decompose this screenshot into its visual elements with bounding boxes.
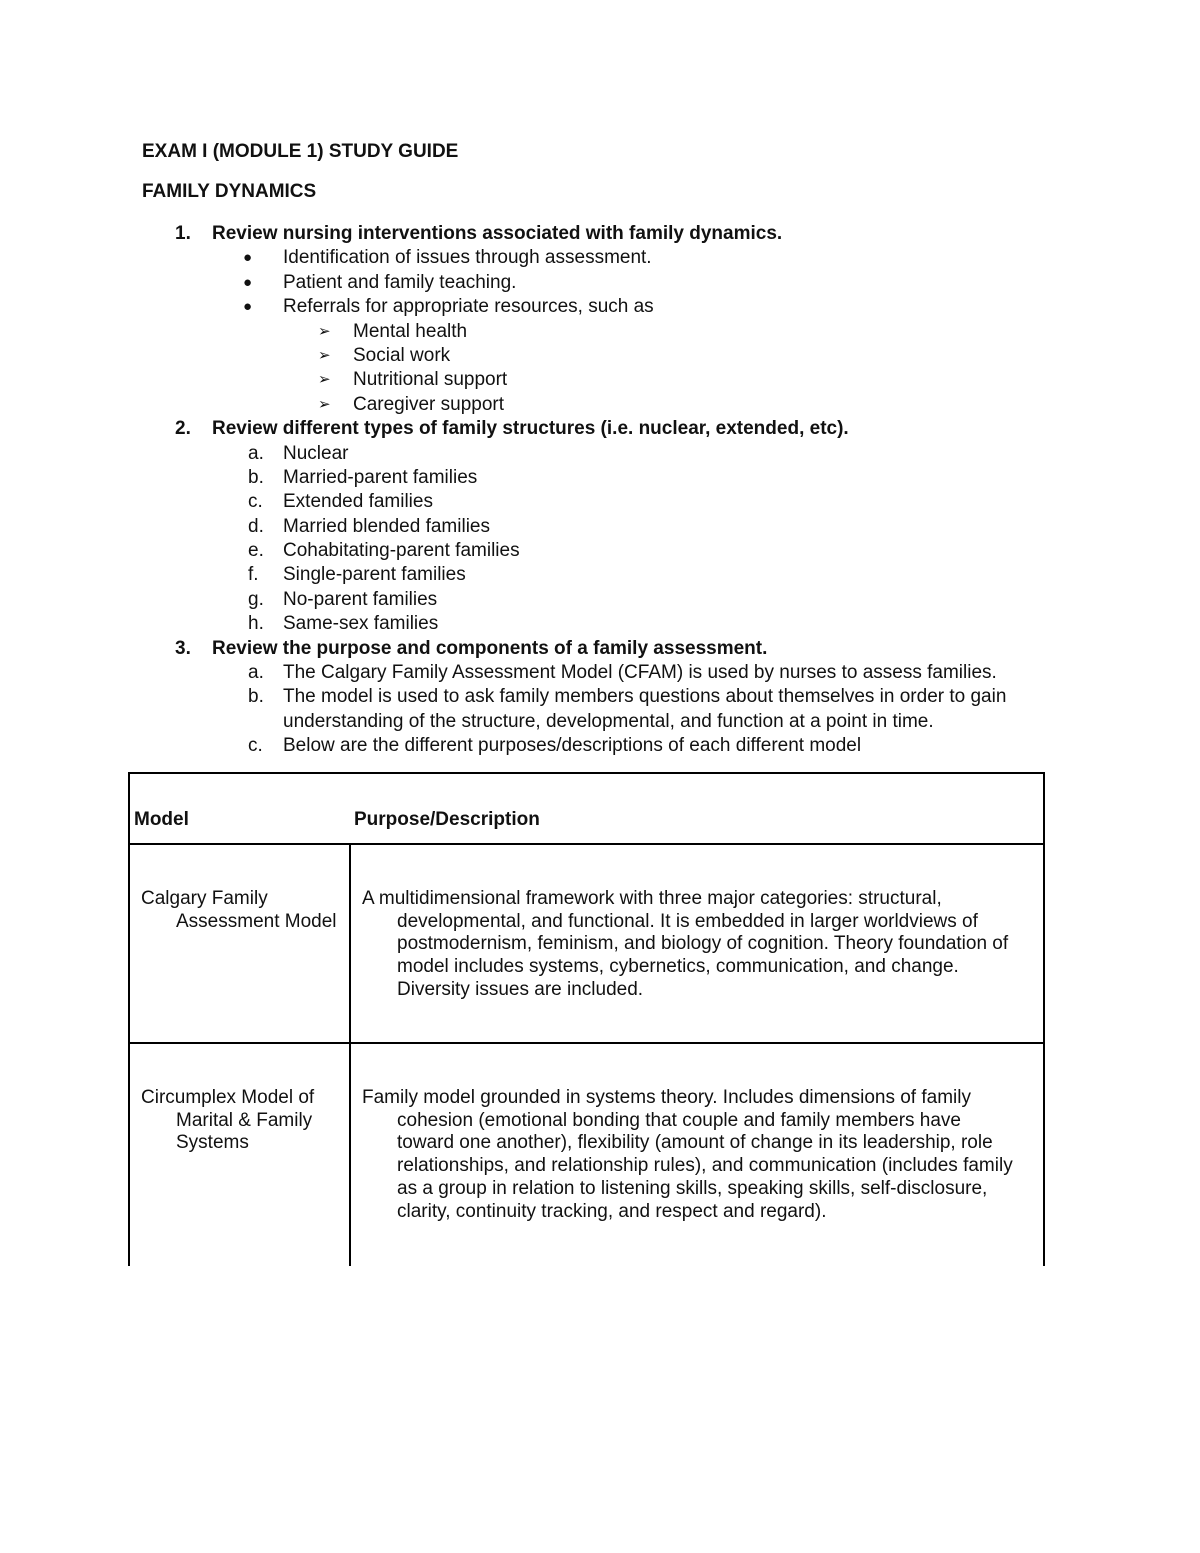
- table-header-purpose: Purpose/Description: [354, 809, 540, 830]
- list-item: e. Cohabitating-parent families: [248, 540, 520, 562]
- list-item: b. Married-parent families: [248, 466, 478, 488]
- list-item: ● Patient and family teaching.: [0, 271, 1200, 295]
- document-title: EXAM I (MODULE 1) STUDY GUIDE: [142, 141, 459, 162]
- table-cell-description: A multidimensional framework with three major categories: structural, developmental, and functional. It is embedded in larger worldviews of postmodernism, feminism, and biology of cognition. Theory foundation of model includes systems, cybernetics, communication, and change. Diversity issues are included.: [362, 888, 1009, 1000]
- arrow-bullet-icon: ➢: [318, 346, 331, 364]
- table-cell-description: Family model grounded in systems theory. Includes dimensions of family cohesion (emotional bonding that couple and family members have toward one another), flexibility (amount of change in its leadership, role relationships, and relationship rules), and communication (includes family as a group in relation to listening skills, speaking skills, self-disclosure, clarity, continuity tracking, and respect and regard).: [362, 1087, 1013, 1222]
- question-3: [0, 637, 1200, 661]
- bullet-icon: ●: [243, 273, 253, 291]
- sub-list-item: ➢ Social work: [0, 344, 1200, 368]
- table-cell-model: Circumplex Model of Marital & Family Systems: [141, 1087, 315, 1154]
- list-item: f. Single-parent families: [248, 564, 466, 586]
- question-2: [0, 417, 1200, 441]
- arrow-bullet-icon: ➢: [318, 322, 331, 340]
- list-item: b. The model is used to ask family members questions about themselves in order to gain: [248, 686, 1007, 708]
- list-item: a. The Calgary Family Assessment Model (CFAM) is used by nurses to assess families.: [248, 662, 997, 684]
- table-divider: [349, 843, 351, 1266]
- arrow-bullet-icon: ➢: [318, 371, 331, 389]
- sub-list-item: ➢ Nutritional support: [0, 368, 1200, 392]
- question-1: [0, 222, 1200, 246]
- table-divider: [128, 1042, 1045, 1044]
- model-table: [128, 772, 1045, 1266]
- sub-list-item: ➢ Mental health: [0, 320, 1200, 344]
- question-text: Review different types of family structures (i.e. nuclear, extended, etc).: [212, 418, 849, 440]
- table-cell-model: Calgary Family Assessment Model: [141, 888, 337, 932]
- list-item-continuation: understanding of the structure, developmental, and function at a point in time.: [283, 710, 934, 732]
- list-item: c. Extended families: [248, 491, 433, 513]
- list-item: ● Identification of issues through assessment.: [0, 246, 1200, 270]
- list-item: d. Married blended families: [248, 515, 490, 537]
- table-divider: [128, 843, 1045, 845]
- list-item: ● Referrals for appropriate resources, such as: [0, 295, 1200, 319]
- list-item: c. Below are the different purposes/descriptions of each different model: [248, 735, 862, 757]
- arrow-bullet-icon: ➢: [318, 395, 331, 413]
- table-border: [128, 772, 1045, 774]
- list-item: a. Nuclear: [248, 442, 349, 464]
- question-number: 2.: [175, 418, 191, 440]
- sub-list-item: ➢ Caregiver support: [0, 393, 1200, 417]
- table-border: [128, 772, 130, 1266]
- table-border: [1043, 772, 1045, 1266]
- question-text: Review the purpose and components of a family assessment.: [212, 637, 768, 659]
- list-item: h. Same-sex families: [248, 613, 439, 635]
- study-guide-list: [0, 222, 1200, 759]
- bullet-icon: ●: [243, 249, 253, 267]
- question-number: 3.: [175, 637, 191, 659]
- bullet-icon: ●: [243, 298, 253, 316]
- question-number: 1.: [175, 223, 191, 244]
- question-text: Review nursing interventions associated with family dynamics.: [212, 223, 783, 244]
- section-heading: FAMILY DYNAMICS: [142, 181, 317, 202]
- table-header-model: Model: [134, 809, 189, 830]
- list-item: g. No-parent families: [248, 588, 438, 610]
